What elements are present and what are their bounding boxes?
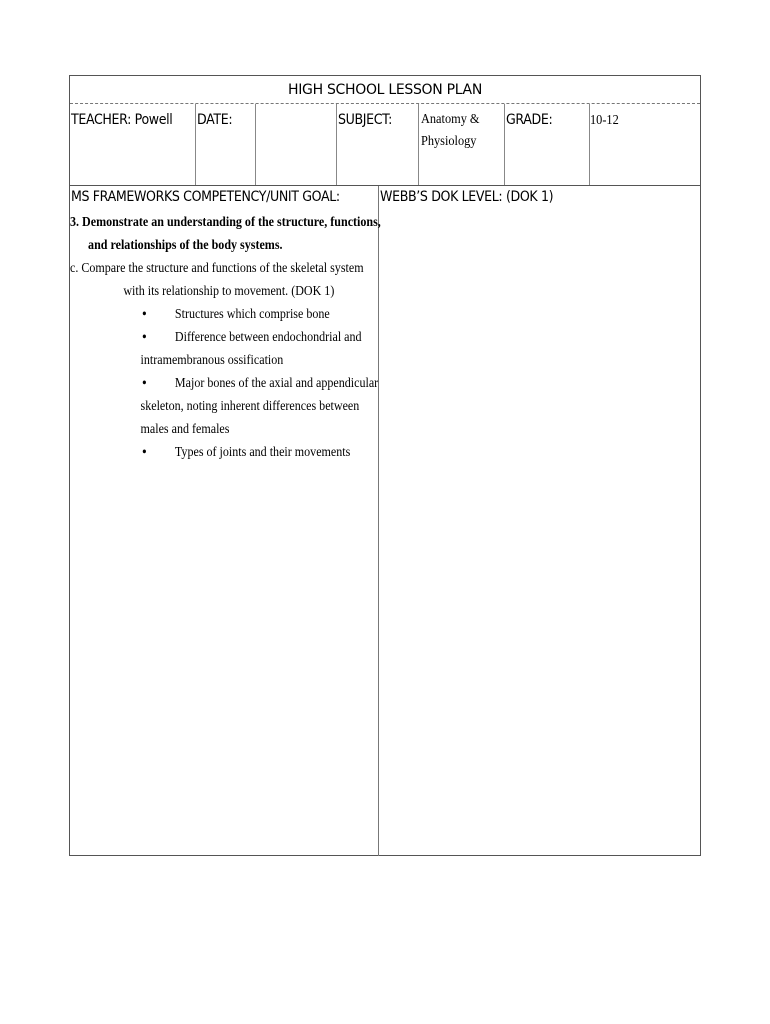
goal-line-2: and relationships of the body systems. bbox=[88, 238, 283, 253]
teacher-label: TEACHER: Powell bbox=[71, 112, 173, 128]
subject-value bbox=[421, 109, 480, 153]
title-text: HIGH SCHOOL LESSON PLAN bbox=[287, 82, 483, 98]
subject-value-line-1: Anatomy & bbox=[421, 112, 480, 127]
bullet-text: Structures which comprise bone bbox=[174, 307, 330, 322]
bullet-text-continuation: intramembranous ossification bbox=[140, 353, 284, 368]
competency-column bbox=[70, 186, 379, 856]
grade-value: 10-12 bbox=[590, 113, 619, 128]
header-row bbox=[70, 104, 700, 186]
goal-line-1: 3. Demonstrate an understanding of the structure, functions, bbox=[70, 215, 381, 230]
bullet-text-continuation: males and females bbox=[140, 422, 230, 437]
date-label: DATE: bbox=[197, 112, 233, 128]
bullet-text-continuation: skeleton, noting inherent differences between bbox=[140, 399, 360, 414]
date-value-cell bbox=[256, 104, 337, 185]
list-item bbox=[70, 372, 379, 441]
list-item bbox=[70, 326, 362, 372]
list-item bbox=[70, 441, 362, 464]
teacher-cell bbox=[70, 104, 196, 185]
grade-value-cell bbox=[590, 104, 701, 185]
objective-line-1: c. Compare the structure and functions of the skeletal system bbox=[70, 261, 364, 276]
bullet-list bbox=[70, 303, 379, 464]
subject-label: SUBJECT: bbox=[338, 112, 393, 128]
lesson-plan-table bbox=[69, 75, 701, 856]
list-item bbox=[70, 303, 362, 326]
lesson-plan-title bbox=[70, 76, 700, 104]
subject-value-line-2: Physiology bbox=[421, 134, 477, 149]
subject-value-cell bbox=[419, 104, 505, 185]
bullet-icon: • bbox=[142, 445, 147, 460]
dok-label: WEBB’S DOK LEVEL: (DOK 1) bbox=[380, 189, 554, 205]
objective-line-2: with its relationship to movement. (DOK 1) bbox=[123, 284, 335, 299]
bullet-text: Types of joints and their movements bbox=[174, 445, 351, 460]
competency-content bbox=[70, 211, 381, 464]
content-row bbox=[70, 186, 700, 856]
dok-column bbox=[379, 186, 701, 856]
grade-cell bbox=[505, 104, 590, 185]
bullet-icon: • bbox=[142, 307, 147, 322]
competency-label: MS FRAMEWORKS COMPETENCY/UNIT GOAL: bbox=[71, 189, 340, 205]
subject-cell bbox=[337, 104, 419, 185]
date-cell bbox=[196, 104, 256, 185]
bullet-text: Difference between endochondrial and bbox=[174, 330, 362, 345]
bullet-text: Major bones of the axial and appendicular bbox=[174, 376, 379, 391]
bullet-icon: • bbox=[142, 330, 147, 345]
grade-label: GRADE: bbox=[506, 112, 553, 128]
bullet-icon: • bbox=[142, 376, 147, 391]
